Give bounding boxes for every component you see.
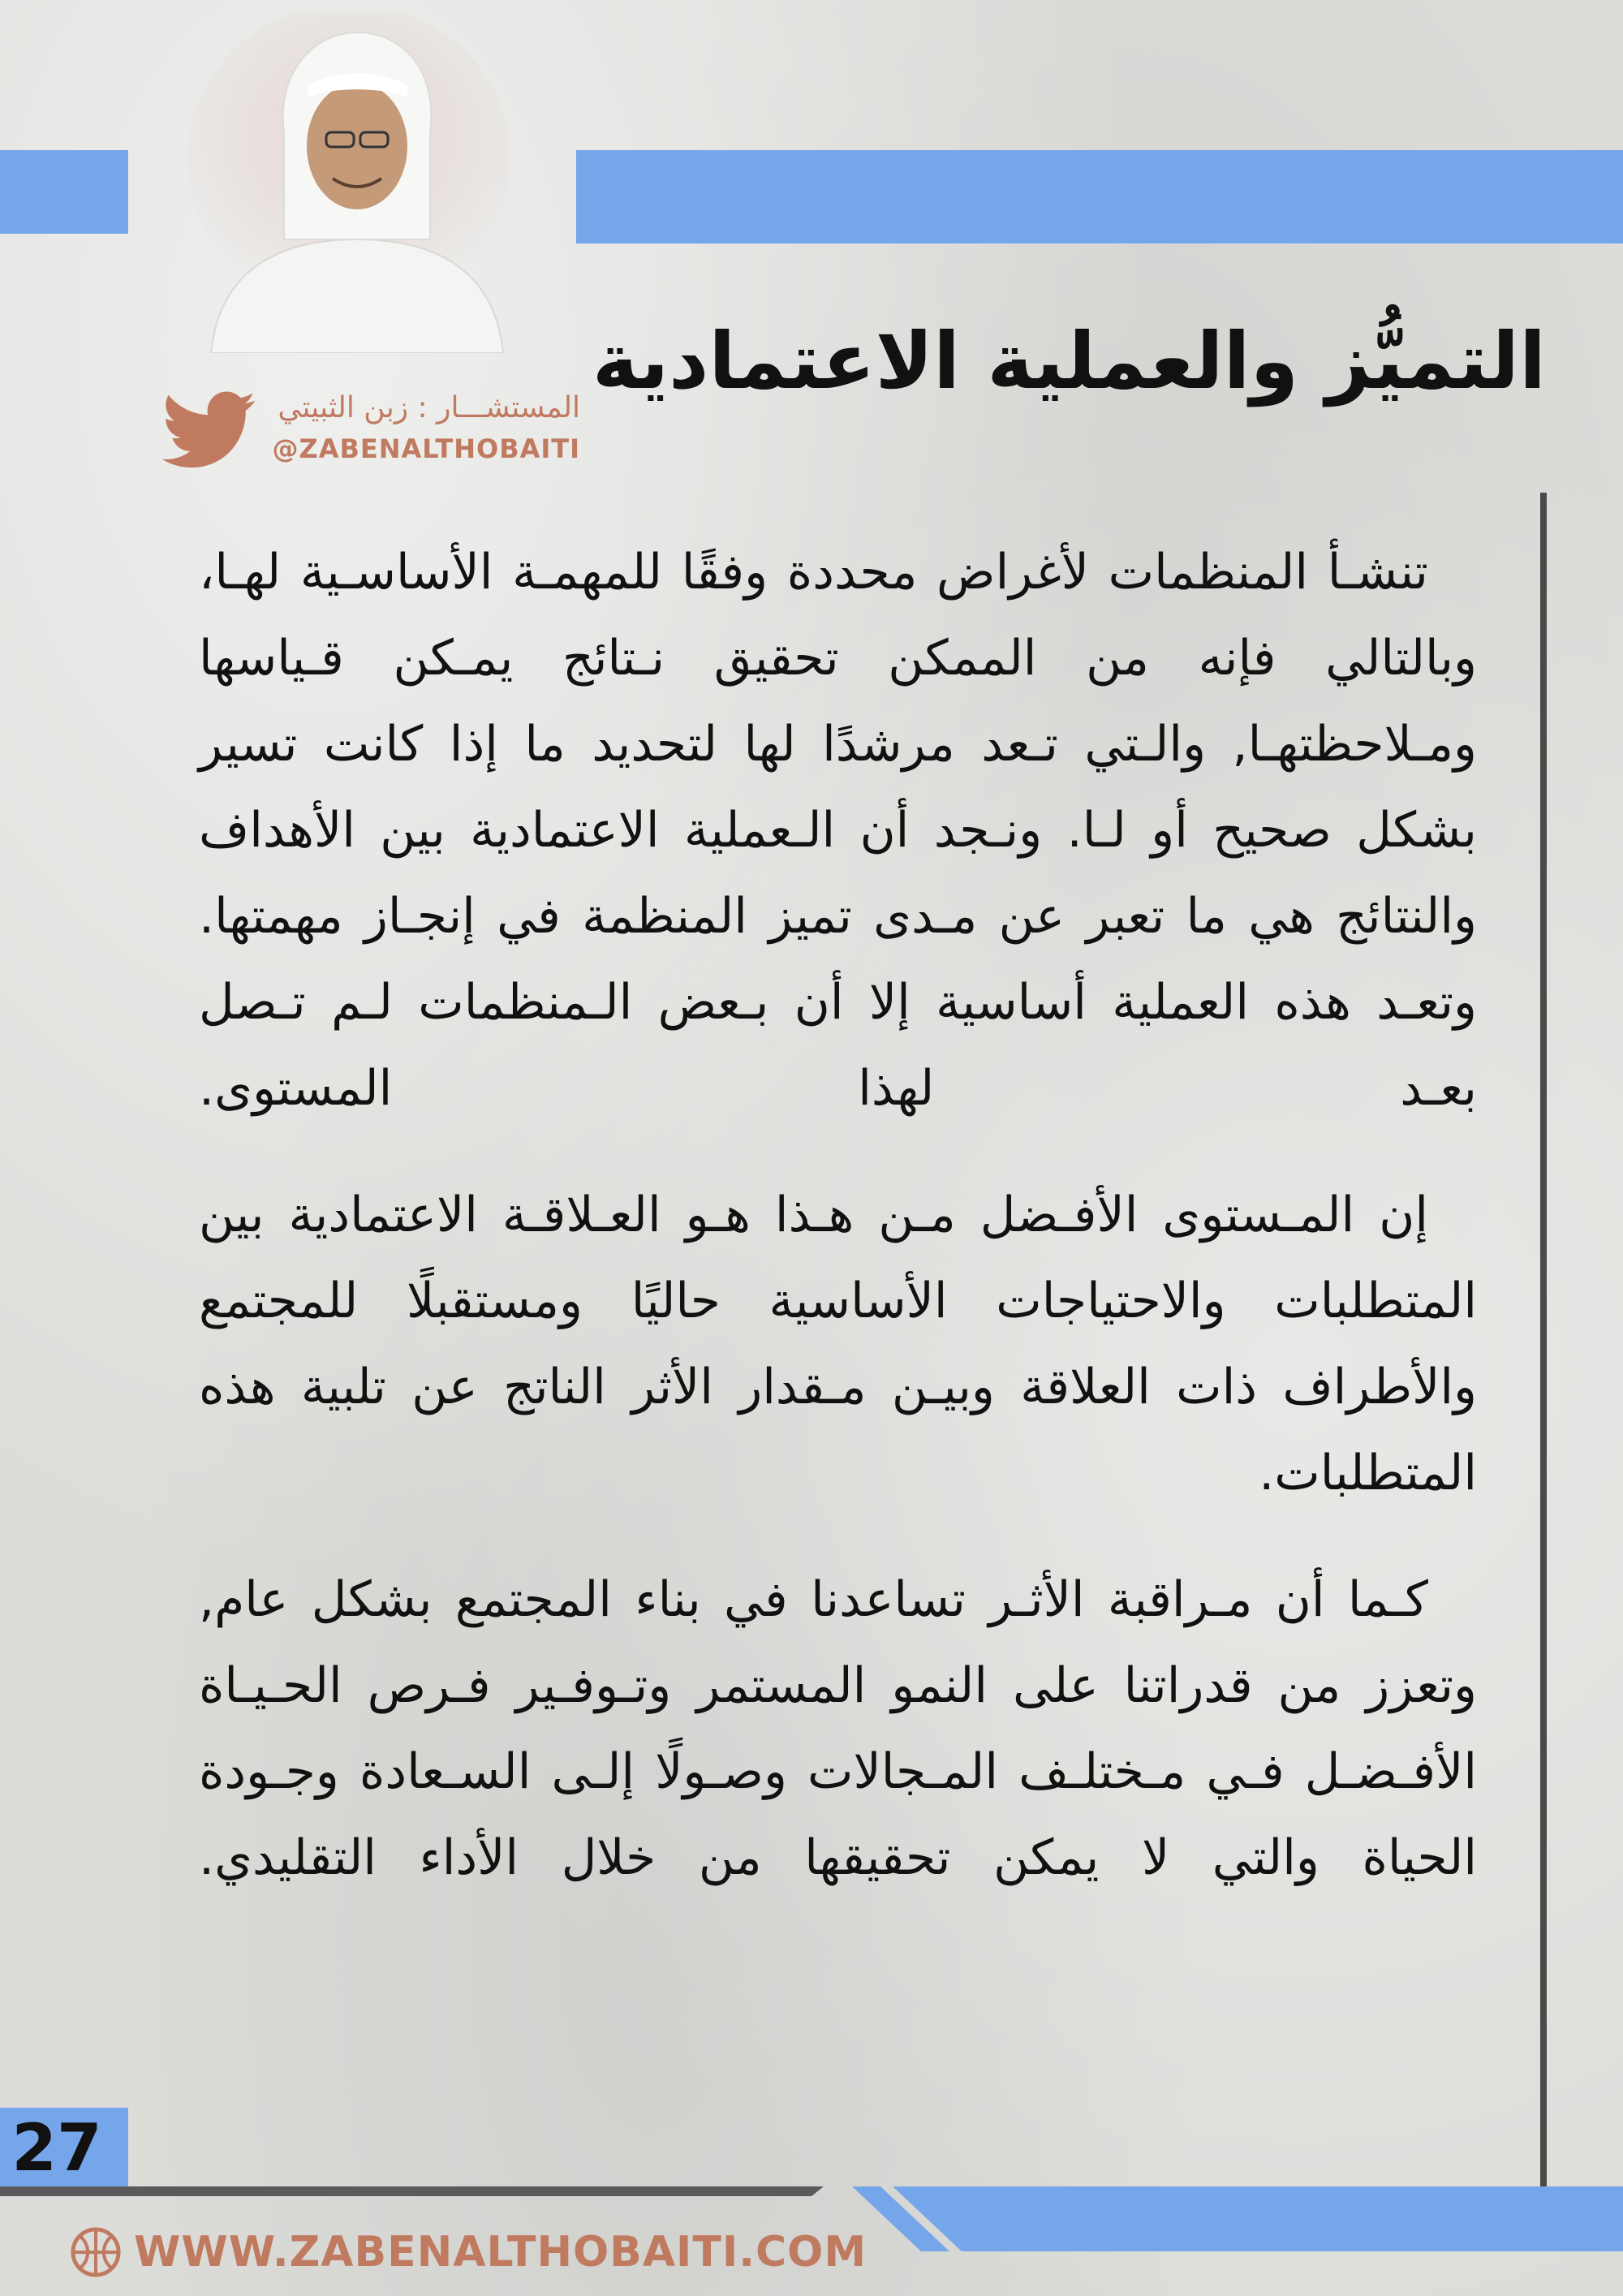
vertical-rule bbox=[1540, 493, 1547, 2189]
author-name: المستشـــار : زبن الثبيتي bbox=[278, 391, 580, 424]
header-accent-bar-right bbox=[576, 150, 1623, 243]
website-url[interactable]: WWW.ZABENALTHOBAITI.COM bbox=[134, 2228, 867, 2277]
author-portrait bbox=[187, 12, 527, 353]
author-credit bbox=[162, 388, 584, 477]
article-body bbox=[199, 529, 1477, 1901]
twitter-icon bbox=[162, 391, 258, 469]
author-handle[interactable]: @ZABENALTHOBAITI bbox=[272, 433, 580, 464]
paragraph: إن المـستوى الأفـضل مـن هـذا هـو العـلاقـة الاعتمادية بين المتطلبات والاحتياجات الأساسية حاليًا ومستقبلًا للمجتمع والأطراف ذات العلاقة وبيـن مـقدار الأثر الناتج عن تلبية هذه المتطلبات. bbox=[199, 1187, 1477, 1501]
basketball-icon bbox=[69, 2225, 123, 2279]
header-accent-bar-left bbox=[0, 150, 128, 234]
page-number-box bbox=[0, 2108, 128, 2189]
website-link[interactable] bbox=[69, 2224, 867, 2281]
paragraph: كـما أن مـراقبة الأثـر تساعدنا في بناء المجتمع بشكل عام, وتعزز من قدراتنا على النمو المستمر وتـوفـير فـرص الحـيـاة الأفـضـل فـي مـختلـف المـجالات وصـولًا إلـى السـعادة وجـودة الحياة والتي لا يمكن تحقيقها من خلال الأداء التقليدي. bbox=[199, 1571, 1477, 1886]
page-title: التميُّز والعملية الاعتمادية bbox=[592, 316, 1546, 407]
page-number: 27 bbox=[11, 2110, 102, 2186]
paragraph: تنشـأ المنظمات لأغراض محددة وفقًا للمهمـة الأساسـية لهـا، وبالتالي فإنه من الممكن تحقيق نـتائج يمـكن قـياسها ومـلاحظتهـا, والـتي تـعد مرشدًا لها لتحديد ما إذا كانت تسير بشكل صحيح أو لـا. ونـجد أن الـعملية الاعتمادية بين الأهداف والنتائج هي ما تعبر عن مـدى تميز المنظمة في إنجـاز مهمتها. وتعـد هذه العملية أساسية إلا أن بـعض الـمنظمات لـم تـصل بعـد لهذا المستوى. bbox=[199, 544, 1477, 1117]
